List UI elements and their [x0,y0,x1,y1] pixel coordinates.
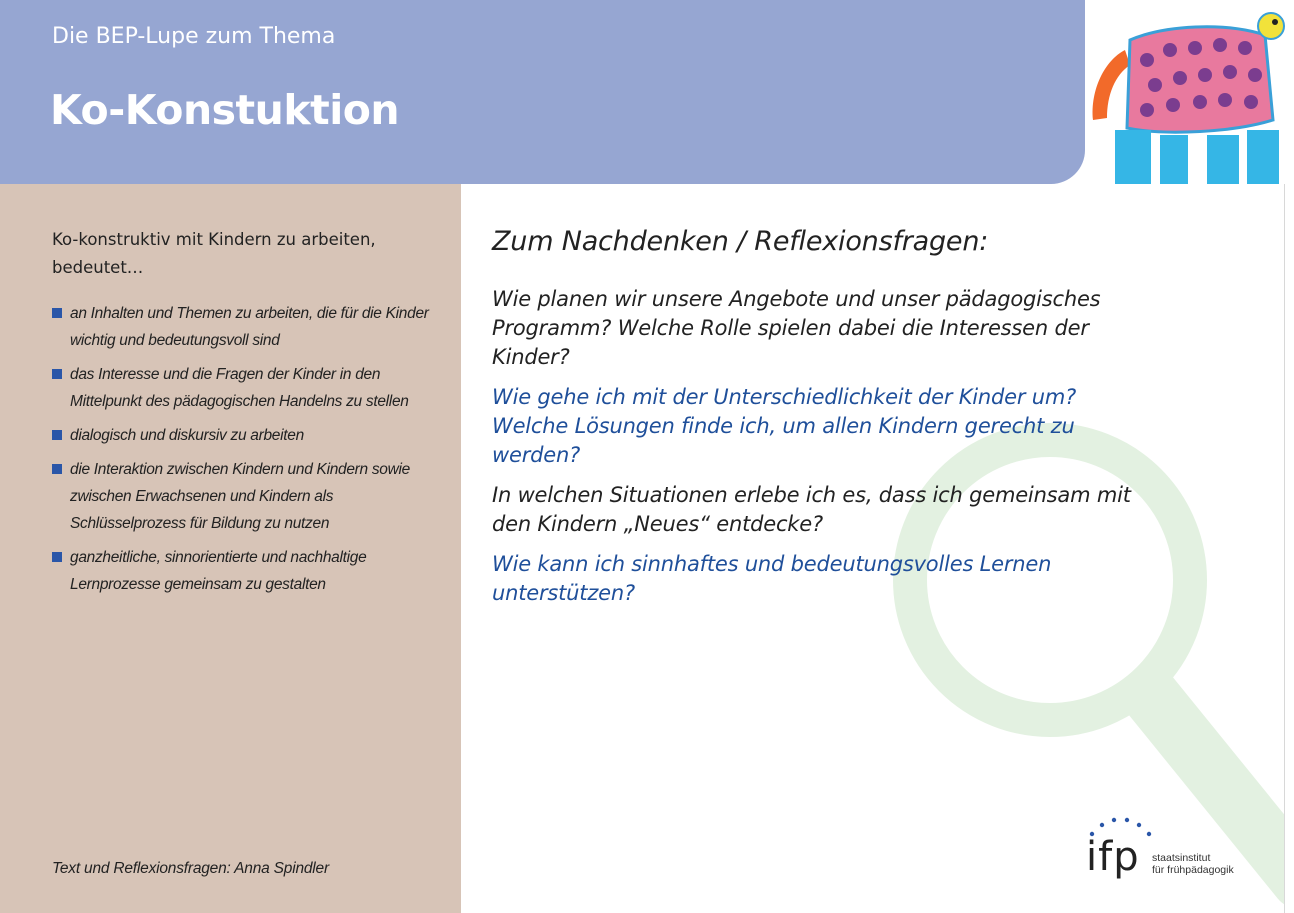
child-drawing-animal-icon [1085,0,1294,184]
reflection-question: Wie kann ich sinnhaftes und bedeutungsvolles Lernen unterstützen? [492,552,1052,605]
section-heading: Zum Nachdenken / Reflexionsfragen: [492,226,989,257]
bullet-square-icon [52,552,62,562]
bullet-list [52,300,447,605]
list-item: die Interaktion zwischen Kindern und Kindern sowie zwischen Erwachsenen und Kindern als Schlüsselprozess für Bildung zu nutzen [52,456,447,537]
sidebar-panel [0,184,461,913]
bullet-square-icon [52,308,62,318]
header-kicker: Die BEP-Lupe zum Thema [52,24,336,49]
bullet-square-icon [52,369,62,379]
list-item: an Inhalten und Themen zu arbeiten, die für die Kinder wichtig und bedeutungsvoll sind [52,300,447,354]
bullet-square-icon [52,430,62,440]
ifp-logo [1082,812,1252,902]
author-credit: Text und Reflexionsfragen: Anna Spindler [52,860,329,877]
sidebar-intro: Ko-konstruktiv mit Kindern zu arbeiten, bedeutet… [52,230,376,277]
page-edge [1284,184,1294,913]
list-item: das Interesse und die Fragen der Kinder in den Mittelpunkt des pädagogischen Handelns zu stellen [52,361,447,415]
reflection-section [492,226,1132,619]
logo-subtitle: staatsinstitut für frühpädagogik [1152,852,1234,876]
list-item: ganzheitliche, sinnorientierte und nachhaltige Lernprozesse gemeinsam zu gestalten [52,544,447,598]
reflection-question: Wie gehe ich mit der Unterschiedlichkeit der Kinder um? Welche Lösungen finde ich, um allen Kindern gerecht zu werden? [492,385,1077,467]
page-title: Ko-Konstuktion [50,86,400,134]
reflection-question: Wie planen wir unsere Angebote und unser pädagogisches Programm? Welche Rolle spielen dabei die Interessen der Kinder? [492,287,1101,369]
logo-wordmark: ifp [1086,834,1140,880]
reflection-question: In welchen Situationen erlebe ich es, dass ich gemeinsam mit den Kindern „Neues“ entdecke? [492,483,1131,536]
bullet-square-icon [52,464,62,474]
header-banner [0,0,1085,184]
list-item: dialogisch und diskursiv zu arbeiten [52,422,447,449]
